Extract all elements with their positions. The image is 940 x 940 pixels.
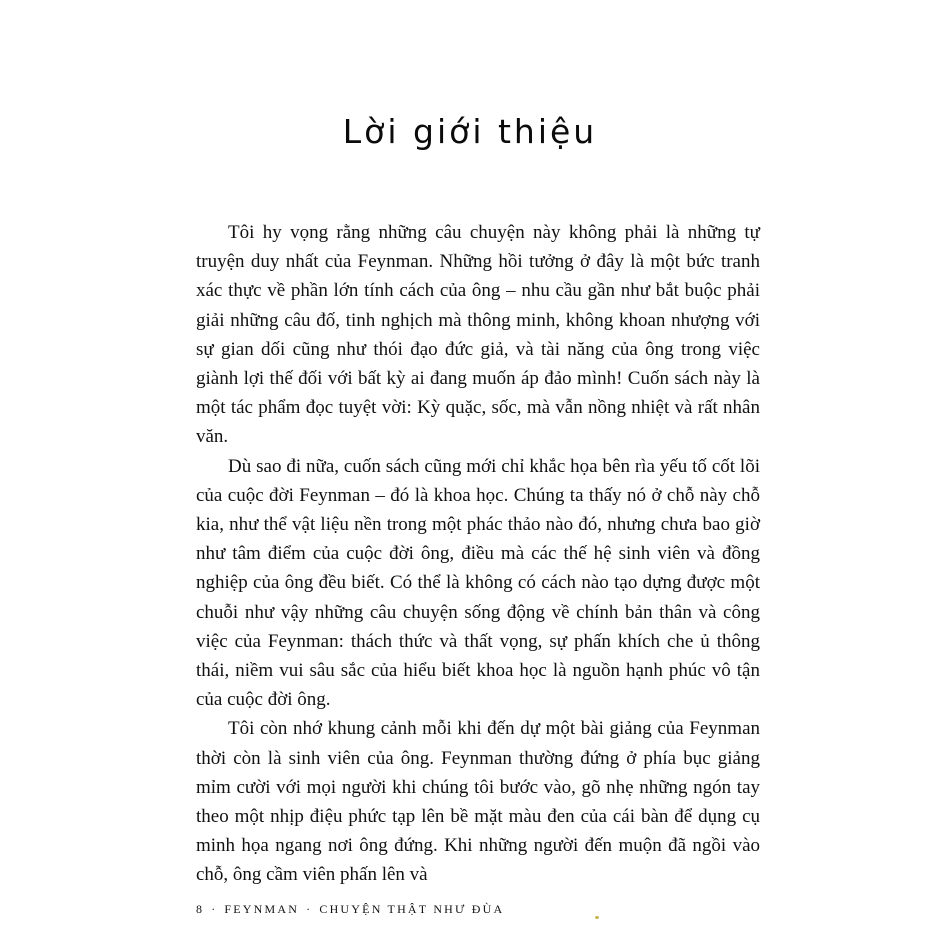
footer-separator: ·: [211, 902, 218, 916]
scan-speck: [595, 916, 599, 919]
footer-separator: ·: [306, 902, 313, 916]
page-number: 8: [196, 902, 205, 916]
body-text: [196, 218, 760, 890]
paragraph-1: Tôi hy vọng rằng những câu chuyện này không phải là những tự truyện duy nhất của Feynman. Những hồi tưởng ở đây là một bức tranh xác thực về phần lớn tính cách của ông – nhu cầu gần như bắt buộc phải giải những câu đố, tinh nghịch mà thông minh, không khoan nhượng với sự gian dối cũng như thói đạo đức giả, và tài năng của ông trong việc giành lợi thế đối với bất kỳ ai đang muốn áp đảo mình! Cuốn sách này là một tác phẩm đọc tuyệt vời: Kỳ quặc, sốc, mà vẫn nồng nhiệt và rất nhân văn.: [196, 222, 760, 448]
page-title: Lời giới thiệu: [342, 112, 598, 151]
paragraph-3: Tôi còn nhớ khung cảnh mỗi khi đến dự một bài giảng của Feynman thời còn là sinh viên của ông. Feynman thường đứng ở phía bục giảng mỉm cười với mọi người khi chúng tôi bước vào, gõ nhẹ những ngón tay theo một nhịp điệu phức tạp lên bề mặt màu đen của cái bàn để dụng cụ minh họa ngang nơi ông đứng. Khi những người đến muộn đã ngồi vào chỗ, ông cầm viên phấn lên và: [196, 718, 760, 886]
footer-book-title: CHUYỆN THẬT NHƯ ĐÙA: [319, 902, 505, 916]
footer-author: FEYNMAN: [224, 902, 300, 916]
running-footer: [196, 902, 504, 917]
paragraph-2: Dù sao đi nữa, cuốn sách cũng mới chỉ khắc họa bên rìa yếu tố cốt lõi của cuộc đời Feynman – đó là khoa học. Chúng ta thấy nó ở chỗ này chỗ kia, như thể vật liệu nền trong một phác thảo nào đó, nhưng chưa bao giờ như tâm điểm của cuộc đời ông, điều mà các thế hệ sinh viên và đồng nghiệp của ông đều biết. Có thể là không có cách nào tạo dựng được một chuỗi như vậy những câu chuyện sống động về chính bản thân và công việc của Feynman: thách thức và thất vọng, sự phấn khích che ủ thông thái, niềm vui sâu sắc của hiểu biết khoa học là nguồn hạnh phúc vô tận của cuộc đời ông.: [196, 455, 760, 711]
